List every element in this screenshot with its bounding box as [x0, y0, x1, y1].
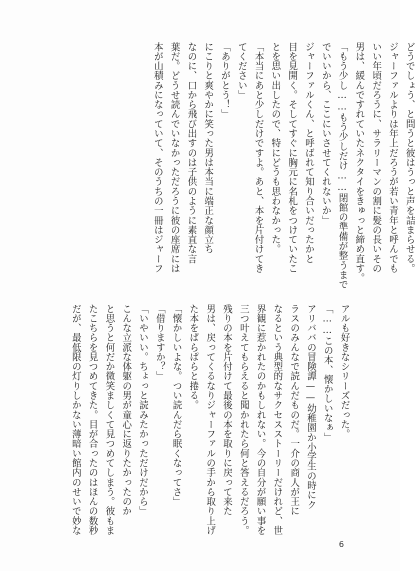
text-column: アリババの冒険譚——幼稚園か小学生の時にク — [304, 304, 316, 510]
text-column: ラスのみんなで読んだものだ。一介の商人が王に — [288, 304, 300, 517]
text-column: 「借りますか？」 — [153, 304, 165, 382]
text-column: 「ありがとう！」 — [218, 42, 230, 120]
text-column: いい年頃だろうに、サラリーマンの割に髪の長いその — [370, 42, 382, 274]
text-column: でいいから、ここにいさせてくれないか」 — [319, 42, 331, 226]
text-column: てください」 — [235, 42, 247, 100]
text-column: 界観に惹かれたのかもしれない。今の自分が願い事を — [254, 304, 266, 536]
text-column: ジャーファルくん、と呼ばれて知り合いだったかと — [302, 42, 314, 264]
lower-text-block — [66, 304, 352, 536]
page-number: 6 — [338, 540, 344, 549]
text-column: 目を見開く。そしてすぐに胸元に名札をつけていたこ — [286, 42, 298, 274]
text-column: 男は、戻ってくるなりジャーファルの手から取り上げ — [204, 304, 216, 536]
upper-text-block — [148, 42, 417, 290]
text-column: どうでしょう、と問うと彼はうっと声を詰まらせる。 — [403, 42, 415, 274]
text-column: と思うと何だか微笑ましくて見つめてしまう。彼もま — [103, 304, 115, 536]
text-column: 「……この本、懐かしいなぁ」 — [321, 304, 333, 443]
text-column: 残りの本を片付けて最後の本を取りに戻って来た — [220, 304, 232, 517]
text-column: 「もう少し……もう少しだけ……閉館の準備が整うまで — [336, 42, 348, 290]
text-column: 「懐かしいよな。つい読んだら眠くなってさ」 — [170, 304, 182, 507]
text-column: 「本当にあと少しだけですよ。あと、本を片付けてき — [252, 42, 264, 274]
text-column: アルも好きなシリーズだった。 — [338, 304, 350, 439]
text-column: にこりと爽やかに笑った男は本当に端正な顔立ち — [202, 42, 214, 255]
text-column: こんな立派な体躯の男が童心に返りたかったのか — [120, 304, 132, 517]
text-column: たこちらを見つめてきた。目が合ったのはほんの数秒 — [86, 304, 98, 536]
text-column: なのに、口から飛び出すのは子供のように素直な言 — [185, 42, 197, 264]
text-column: 「いやいい。ちょっと読みたかっただけだから」 — [136, 304, 148, 517]
text-column: なるという典型的なサクセスストーリーだけれど、世 — [271, 304, 283, 536]
text-column: 本が山積みになっていて、そのうちの一冊はジャーフ — [151, 42, 163, 274]
text-column: ジャーファルよりは年上だろうが若い青年と呼んでも — [386, 42, 398, 274]
text-column: だが、最低限の灯りしかない薄暗い館内のせいで妙な — [69, 304, 81, 536]
text-column: 葉だ。どうせ読んでいなかっただろうに彼の座席には — [168, 42, 180, 274]
text-column: 三つ叶えてもらえると聞かれたら何と答えるだろう。 — [237, 304, 249, 536]
text-column: た本をぱらぱらと捲る。 — [187, 304, 199, 411]
text-column: 男は、緩んですれていたネクタイをきゅっと締め直す。 — [353, 42, 365, 283]
text-column: とを思い出したので、特にどうも思わなかった。 — [269, 42, 281, 255]
